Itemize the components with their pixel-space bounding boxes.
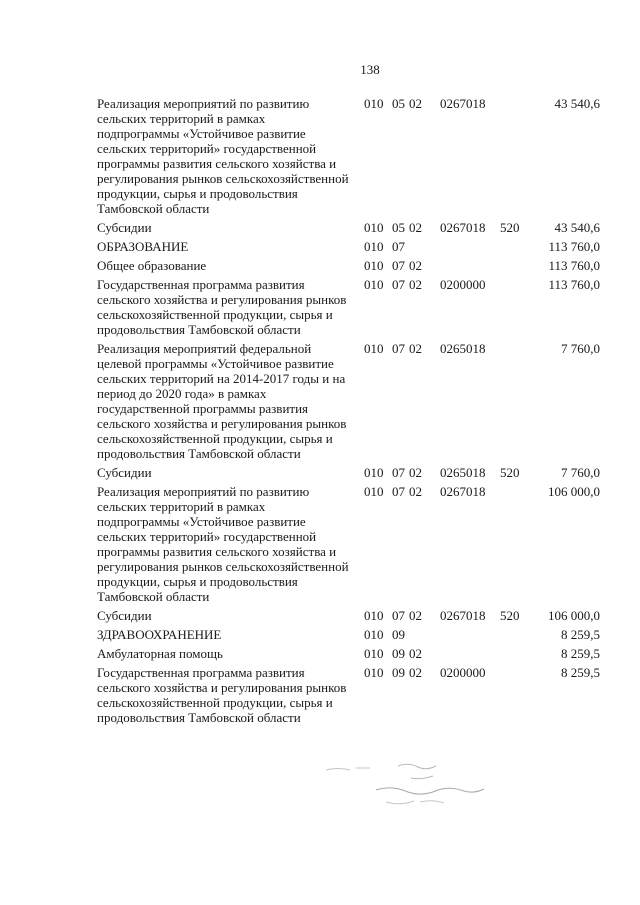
row-expense-type-code: 520 [500,608,520,623]
row-target-article-code: 0200000 [440,277,486,292]
row-section-code: 07 [392,484,405,499]
row-section-code: 07 [392,239,405,254]
table-row [0,608,640,623]
row-target-article-code: 0265018 [440,465,486,480]
row-subsection-code: 02 [409,608,422,623]
row-name: Государственная программа развития сельского хозяйства и регулирования рынков сельскохозяйственной продукции, сырья и продовольствия Тамбовской области [97,277,347,337]
row-section-code: 09 [392,646,405,661]
row-admin-code: 010 [364,627,384,642]
table-row [0,220,640,235]
page-number: 138 [360,62,380,77]
row-sum: 113 760,0 [548,258,600,273]
row-name: Субсидии [97,608,152,623]
faint-stamp-mark [316,760,506,818]
row-subsection-code: 02 [409,484,422,499]
row-section-code: 05 [392,96,405,111]
row-section-code: 07 [392,277,405,292]
row-admin-code: 010 [364,258,384,273]
row-name: Реализация мероприятий по развитию сельских территорий в рамках подпрограммы «Устойчивое развитие сельских территорий» государственной программы развития сельского хозяйства и регулирования рынков сельскохозяйственной продукции, сырья и продовольствия Тамбовской области [97,484,349,604]
row-admin-code: 010 [364,277,384,292]
row-name: Реализация мероприятий федеральной целевой программы «Устойчивое развитие сельских территорий на 2014-2017 годы и на период до 2020 года» в рамках государственной программы развития сельского хозяйства и регулирования рынков сельскохозяйственной продукции, сырья и продовольствия Тамбовской области [97,341,347,461]
row-subsection-code: 02 [409,465,422,480]
table-row [0,627,640,642]
row-target-article-code: 0267018 [440,608,486,623]
row-admin-code: 010 [364,341,384,356]
row-admin-code: 010 [364,608,384,623]
row-sum: 106 000,0 [548,608,600,623]
row-subsection-code: 02 [409,96,422,111]
row-admin-code: 010 [364,96,384,111]
row-name: ОБРАЗОВАНИЕ [97,239,189,254]
row-sum: 43 540,6 [554,220,600,235]
row-target-article-code: 0265018 [440,341,486,356]
row-sum: 7 760,0 [561,465,600,480]
table-row [0,341,640,461]
row-target-article-code: 0267018 [440,484,486,499]
table-row [0,239,640,254]
row-sum: 8 259,5 [561,665,600,680]
row-subsection-code: 02 [409,665,422,680]
row-sum: 106 000,0 [548,484,600,499]
row-name: Реализация мероприятий по развитию сельских территорий в рамках подпрограммы «Устойчивое развитие сельских территорий» государственной программы развития сельского хозяйства и регулирования рынков сельскохозяйственной продукции, сырья и продовольствия Тамбовской области [97,96,349,216]
row-section-code: 07 [392,341,405,356]
row-name: Государственная программа развития сельского хозяйства и регулирования рынков сельскохозяйственной продукции, сырья и продовольствия Тамбовской области [97,665,347,725]
row-target-article-code: 0267018 [440,220,486,235]
row-target-article-code: 0200000 [440,665,486,680]
row-section-code: 07 [392,258,405,273]
row-section-code: 07 [392,608,405,623]
row-sum: 113 760,0 [548,239,600,254]
row-name: Субсидии [97,465,152,480]
row-name: Амбулаторная помощь [97,646,223,661]
row-expense-type-code: 520 [500,465,520,480]
row-subsection-code: 02 [409,220,422,235]
row-subsection-code: 02 [409,277,422,292]
table-row [0,465,640,480]
table-row [0,484,640,604]
row-subsection-code: 02 [409,341,422,356]
table-row [0,646,640,661]
row-name: ЗДРАВООХРАНЕНИЕ [97,627,222,642]
table-row [0,665,640,725]
row-sum: 8 259,5 [561,627,600,642]
row-admin-code: 010 [364,646,384,661]
row-sum: 7 760,0 [561,341,600,356]
row-sum: 43 540,6 [554,96,600,111]
table-row [0,96,640,216]
budget-table [0,96,640,729]
row-admin-code: 010 [364,665,384,680]
row-section-code: 05 [392,220,405,235]
row-name: Субсидии [97,220,152,235]
row-admin-code: 010 [364,239,384,254]
row-section-code: 09 [392,627,405,642]
row-subsection-code: 02 [409,258,422,273]
row-expense-type-code: 520 [500,220,520,235]
table-row [0,277,640,337]
row-admin-code: 010 [364,484,384,499]
row-admin-code: 010 [364,465,384,480]
table-row [0,258,640,273]
row-admin-code: 010 [364,220,384,235]
row-sum: 8 259,5 [561,646,600,661]
row-sum: 113 760,0 [548,277,600,292]
row-name: Общее образование [97,258,207,273]
row-target-article-code: 0267018 [440,96,486,111]
row-section-code: 07 [392,465,405,480]
row-subsection-code: 02 [409,646,422,661]
row-section-code: 09 [392,665,405,680]
